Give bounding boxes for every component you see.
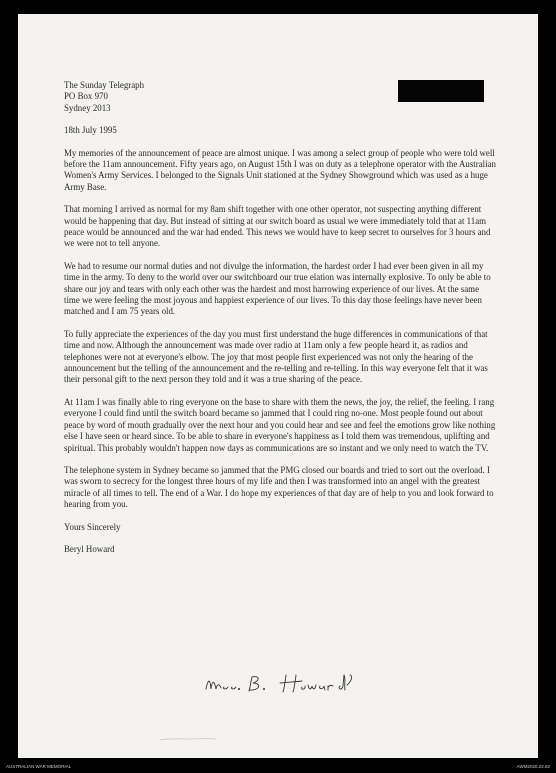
recipient-address xyxy=(64,80,496,114)
sender-name: Beryl Howard xyxy=(64,543,115,554)
address-line: The Sunday Telegraph xyxy=(64,80,145,90)
letter-page xyxy=(18,14,538,758)
address-line: Sydney 2013 xyxy=(64,102,111,113)
archive-footer xyxy=(0,760,556,773)
address-line: PO Box 970 xyxy=(64,91,108,102)
letter-body xyxy=(64,80,496,555)
letter-date: 18th July 1995 xyxy=(64,125,117,136)
archive-reference: AWM2020.22.82 xyxy=(516,764,550,769)
paragraph: The telephone system in Sydney became so jammed that the PMG closed our boards and tried to sort out the overload. I was sworn to secrecy for the longest three hours of my life and then I was transformed into an angel with the greatest miracle of all times to tell. The end of a War. I do hope my experiences of that day are of help to you and look forward to hearing from you. xyxy=(64,464,494,510)
closing: Yours Sincerely xyxy=(64,521,121,532)
paragraph: To fully appreciate the experiences of the day you must first understand the huge differences in communications of that time and now. Although the announcement was made over radio at 11am only a few people heard it, as radios and telephones were not at everyone's elbow. The joy that most people first experienced was not only the hearing of the announcement but the telling of the announcement and the re-telling and re-telling. In this way everyone felt that it was their personal gift to the next person they told and it was a true sharing of the peace. xyxy=(64,328,488,385)
paragraph: At 11am I was finally able to ring everyone on the base to share with them the news, the joy, the relief, the feeling. I rang everyone I could find until the switch board became so jammed that I could ring no-one. Most people found out about peace by word of mouth gradually over the next hour and you could hear and see and feel the emotions grow like nothing else I have seen or heard since. To be able to share in everyone's happiness as I told them was tremendous, uplifting and spiritual. This probably wouldn't happen now days as communications are so instant and we only need to watch the TV. xyxy=(64,396,496,453)
paragraph: That morning I arrived as normal for my 8am shift together with one other operator, not suspecting anything different would be happening that day. But instead of sitting at our switch board as usual we were immediately told that at 11am peace would be announced and the war had ended. This news we would have to keep secret to ourselves for 3 hours and we were not to tell anyone. xyxy=(64,204,491,249)
handwritten-signature xyxy=(200,669,370,699)
faint-pencil-mark xyxy=(158,736,218,742)
paragraph: My memories of the announcement of peace are almost unique. I was among a select group of people who were told well before the 11am announcement. Fifty years ago, on August 15th I was on duty as a telephone operator with the Australian Women's Army Services. I belonged to the Signals Unit stationed at the Sydney Showground which was used as a huge Army Base. xyxy=(64,147,496,192)
paragraph: We had to resume our normal duties and not divulge the information, the hardest order I had ever been given in all my time in the army. To deny to the world over our switchboard our true elation was internally explosive. To only be able to share our joy and tears with only each other was the hardest and most harrowing experience of our lives. At the same time we were feeling the most joyous and happiest experience of our lives. To this day those feelings have never been matched and I am 75 years old. xyxy=(64,260,491,317)
archive-name: AUSTRALIAN WAR MEMORIAL xyxy=(6,764,72,769)
